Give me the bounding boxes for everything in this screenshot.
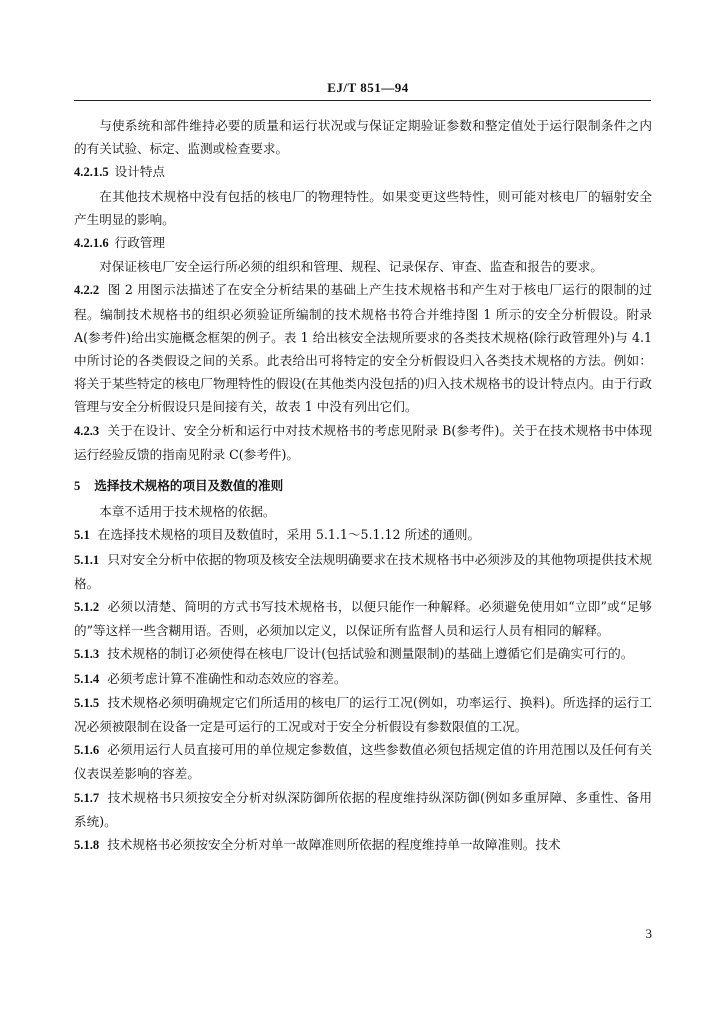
clause-number: 4.2.2 (74, 283, 100, 298)
section-5-heading (74, 474, 652, 498)
clause-number: 5.1.8 (74, 838, 100, 853)
clause-4-2-3 (74, 419, 652, 466)
clause-text: 必须以清楚、简明的方式书写技术规格书，以便只能作一种解释。必须避免使用如“立即”或“足够的”等这样一些含糊用语。否则，必须加以定义，以保证所有监督人员和运行人员有相同的解释。 (74, 599, 652, 639)
section-title: 选择技术规格的项目及数值的准则 (94, 478, 284, 494)
clause-5-1-2 (74, 595, 652, 642)
clause-number: 4.2.1.5 (74, 165, 109, 180)
clause-5-1-3 (74, 642, 652, 666)
clause-text: 技术规格书必须按安全分析对单一故障准则所依据的程度维持单一故障准则。技术 (107, 837, 561, 853)
clause-4-2-1-5-text: 在其他技术规格中没有包括的核电厂的物理特性。如果变更这些特性，则可能对核电厂的辐射安全产生明显的影响。 (74, 188, 652, 227)
clause-number: 4.2.3 (74, 423, 100, 438)
clause-number: 5.1.7 (74, 790, 100, 805)
clause-text: 在选择技术规格的项目及数值时，采用 5.1.1～5.1.12 所述的通则。 (97, 527, 481, 543)
clause-text: 技术规格的制订必须使得在核电厂设计(包括试验和测量限制)的基础上遵循它们是确实可行的。 (107, 646, 634, 662)
clause-5-1 (74, 523, 652, 547)
clause-label: 行政管理 (114, 235, 166, 251)
clause-text: 关于在设计、安全分析和运行中对技术规格书的考虑见附录 B(参考件)。关于在技术规格书中体现运行经验反馈的指南见附录 C(参考件)。 (74, 422, 652, 462)
clause-number: 5.1.2 (74, 600, 100, 615)
clause-4-2-2 (74, 278, 652, 418)
clause-number: 5.1.1 (74, 552, 100, 567)
clause-5-1-4 (74, 667, 652, 691)
clause-5-1-7 (74, 786, 652, 833)
page-header-doc-code: EJ/T 851—94 (327, 80, 409, 95)
clause-4-2-1-6-heading (74, 231, 652, 255)
clause-number: 4.2.1.6 (74, 236, 109, 251)
clause-number: 5.1 (74, 528, 90, 543)
section-number: 5 (74, 479, 81, 494)
paragraph-continued: 与使系统和部件维持必要的质量和运行状况或与保证定期验证参数和整定值处于运行限制条件之内的有关试验、标定、监测或检查要求。 (74, 118, 652, 157)
clause-text: 图 2 用图示法描述了在安全分析结果的基础上产生技术规格书和产生对于核电厂运行的限制的过程。编制技术规格书的组织必须验证所编制的技术规格书符合并维持图 1 所示的安全分析假设。附录 A(参考件)给出实施概念框架的例子。表 1 给出核安全法规所要求的各类技术规格(除行政管理外)与 4.1 中所讨论的各类假设之间的关系。此表给出可将特定的安全分析假设归入各类技术规格的方法。例如：将关于某些特定的核电厂物理特性的假设(在其他类内没包括的)归入技术规格书的设计特点内。由于行政管理与安全分析假设只是间接有关，故表 1 中没有列出它们。 (74, 282, 652, 415)
clause-text: 技术规格必须明确规定它们所适用的核电厂的运行工况(例如，功率运行、换料)。所选择的运行工况必须被限制在设备一定是可运行的工况或对于安全分析假设有参数限值的工况。 (74, 694, 652, 735)
document-body (74, 114, 652, 857)
section-5-intro: 本章不适用于技术规格的依据。 (99, 504, 276, 520)
clause-5-1-1 (74, 548, 652, 595)
clause-number: 5.1.3 (74, 647, 100, 662)
clause-text: 必须用运行人员直接可用的单位规定参数值，这些参数值必须包括规定值的许用范围以及任何有关仪表误差影响的容差。 (74, 742, 652, 782)
clause-4-2-1-6-text: 对保证核电厂安全运行所必须的组织和管理、规程、记录保存、审查、监查和报告的要求。 (99, 259, 603, 275)
clause-text: 必须考虑计算不准确性和动态效应的容差。 (107, 670, 347, 686)
page-number: 3 (645, 926, 652, 941)
clause-text: 只对安全分析中依据的物项及核安全法规明确要求在技术规格书中必须涉及的其他物项提供技术规格。 (74, 551, 652, 591)
clause-text: 技术规格书只须按安全分析对纵深防御所依据的程度维持纵深防御(例如多重屏障、多重性、备用系统)。 (74, 789, 652, 829)
clause-label: 设计特点 (114, 164, 166, 180)
header-rule (74, 100, 651, 101)
clause-number: 5.1.6 (74, 743, 100, 758)
clause-5-1-8 (74, 833, 652, 857)
clause-number: 5.1.5 (74, 695, 100, 710)
clause-5-1-5 (74, 691, 652, 738)
clause-4-2-1-5-heading (74, 160, 652, 184)
clause-5-1-6 (74, 738, 652, 785)
clause-number: 5.1.4 (74, 671, 100, 686)
